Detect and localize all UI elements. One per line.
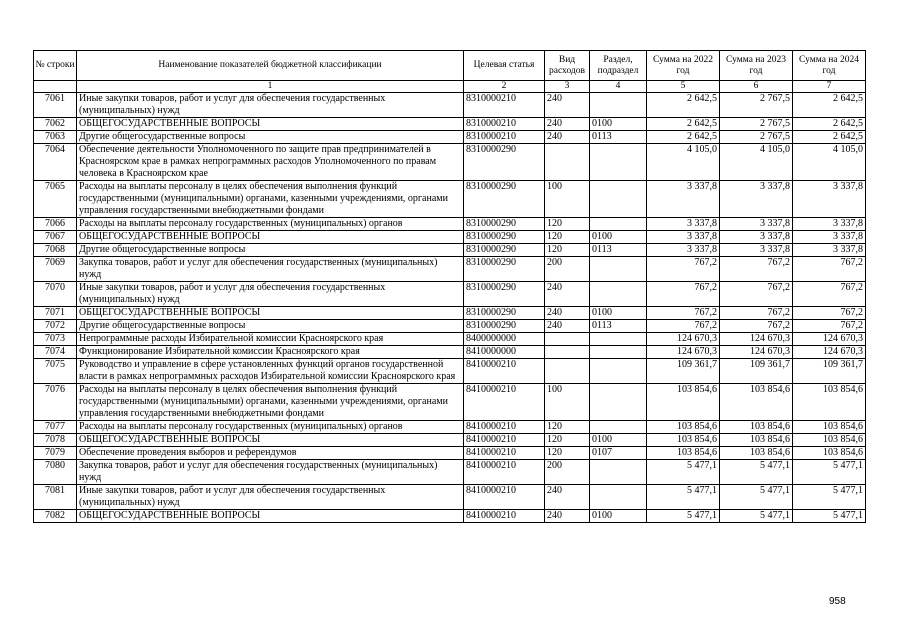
target-article: 8410000210: [464, 485, 545, 510]
indicator-name: Руководство и управление в сфере установленных функций органов государственной власти в рамках непрограммных расходов Избирательной комиссии Красноярского края: [77, 359, 464, 384]
row-number: 7081: [34, 485, 77, 510]
table-row: [34, 257, 866, 282]
row-number: 7080: [34, 460, 77, 485]
sum-2022: 103 854,6: [647, 384, 720, 421]
row-number: 7062: [34, 118, 77, 131]
sum-2024: 767,2: [793, 257, 866, 282]
indicator-name: ОБЩЕГОСУДАРСТВЕННЫЕ ВОПРОСЫ: [77, 434, 464, 447]
sum-2023: 3 337,8: [720, 244, 793, 257]
header-sum-2024: Сумма на 2024 год: [793, 51, 866, 81]
section-code: 0100: [590, 231, 647, 244]
expense-type: 240: [545, 320, 590, 333]
sum-2023: 767,2: [720, 282, 793, 307]
sum-2022: 124 670,3: [647, 346, 720, 359]
row-number: 7076: [34, 384, 77, 421]
table-row: [34, 307, 866, 320]
table-row: [34, 384, 866, 421]
target-article: 8410000210: [464, 460, 545, 485]
sum-2022: 103 854,6: [647, 447, 720, 460]
target-article: 8400000000: [464, 333, 545, 346]
sum-2022: 2 642,5: [647, 118, 720, 131]
indicator-name: Расходы на выплаты персоналу в целях обеспечения выполнения функций государственными (муниципальными) органами, казенными учреждениями, органами управления государственными внебюджетными фондами: [77, 181, 464, 218]
expense-type: 240: [545, 131, 590, 144]
indicator-name: Расходы на выплаты персоналу государственных (муниципальных) органов: [77, 218, 464, 231]
sum-2023: 5 477,1: [720, 460, 793, 485]
header-section: Раздел, подраздел: [590, 51, 647, 81]
sum-2023: 5 477,1: [720, 485, 793, 510]
sum-2022: 103 854,6: [647, 421, 720, 434]
indicator-name: Другие общегосударственные вопросы: [77, 320, 464, 333]
page-number: 958: [829, 596, 846, 607]
expense-type: [545, 359, 590, 384]
column-number: 6: [720, 81, 793, 93]
table-row: [34, 244, 866, 257]
section-code: [590, 384, 647, 421]
sum-2024: 5 477,1: [793, 485, 866, 510]
table-row: [34, 346, 866, 359]
row-number: 7075: [34, 359, 77, 384]
row-number: 7072: [34, 320, 77, 333]
column-number: 7: [793, 81, 866, 93]
section-code: 0100: [590, 118, 647, 131]
table-row: [34, 131, 866, 144]
row-number: 7069: [34, 257, 77, 282]
header-name: Наименование показателей бюджетной классификации: [77, 51, 464, 81]
header-sum-2023: Сумма на 2023 год: [720, 51, 793, 81]
expense-type: 120: [545, 218, 590, 231]
row-number: 7077: [34, 421, 77, 434]
column-number: 1: [77, 81, 464, 93]
table-row: [34, 144, 866, 181]
table-row: [34, 510, 866, 523]
column-number: 4: [590, 81, 647, 93]
sum-2022: 103 854,6: [647, 434, 720, 447]
table-row: [34, 434, 866, 447]
indicator-name: ОБЩЕГОСУДАРСТВЕННЫЕ ВОПРОСЫ: [77, 307, 464, 320]
sum-2024: 767,2: [793, 320, 866, 333]
indicator-name: ОБЩЕГОСУДАРСТВЕННЫЕ ВОПРОСЫ: [77, 231, 464, 244]
row-number: 7061: [34, 93, 77, 118]
indicator-name: Непрограммные расходы Избирательной комиссии Красноярского края: [77, 333, 464, 346]
indicator-name: ОБЩЕГОСУДАРСТВЕННЫЕ ВОПРОСЫ: [77, 510, 464, 523]
table-row: [34, 333, 866, 346]
sum-2023: 5 477,1: [720, 510, 793, 523]
indicator-name: Закупка товаров, работ и услуг для обеспечения государственных (муниципальных) нужд: [77, 257, 464, 282]
sum-2023: 103 854,6: [720, 421, 793, 434]
sum-2024: 103 854,6: [793, 447, 866, 460]
row-number: 7063: [34, 131, 77, 144]
sum-2022: 3 337,8: [647, 181, 720, 218]
section-code: [590, 282, 647, 307]
row-number: 7074: [34, 346, 77, 359]
sum-2023: 767,2: [720, 257, 793, 282]
expense-type: 240: [545, 282, 590, 307]
sum-2024: 4 105,0: [793, 144, 866, 181]
expense-type: 240: [545, 307, 590, 320]
row-number: 7079: [34, 447, 77, 460]
sum-2023: 2 767,5: [720, 131, 793, 144]
row-number: 7065: [34, 181, 77, 218]
sum-2024: 767,2: [793, 282, 866, 307]
expense-type: [545, 346, 590, 359]
sum-2024: 124 670,3: [793, 346, 866, 359]
sum-2022: 5 477,1: [647, 510, 720, 523]
indicator-name: Функционирование Избирательной комиссии Красноярского края: [77, 346, 464, 359]
sum-2024: 103 854,6: [793, 434, 866, 447]
expense-type: 120: [545, 434, 590, 447]
indicator-name: Иные закупки товаров, работ и услуг для обеспечения государственных (муниципальных) нужд: [77, 93, 464, 118]
table-header-row: [34, 51, 866, 81]
target-article: 8310000290: [464, 320, 545, 333]
sum-2024: 103 854,6: [793, 421, 866, 434]
sum-2024: 3 337,8: [793, 218, 866, 231]
expense-type: 240: [545, 118, 590, 131]
expense-type: 240: [545, 93, 590, 118]
target-article: 8410000210: [464, 434, 545, 447]
indicator-name: ОБЩЕГОСУДАРСТВЕННЫЕ ВОПРОСЫ: [77, 118, 464, 131]
row-number: 7073: [34, 333, 77, 346]
target-article: 8310000290: [464, 231, 545, 244]
row-number: 7066: [34, 218, 77, 231]
sum-2022: 2 642,5: [647, 93, 720, 118]
sum-2023: 3 337,8: [720, 231, 793, 244]
sum-2024: 767,2: [793, 307, 866, 320]
section-code: [590, 485, 647, 510]
row-number: 7067: [34, 231, 77, 244]
section-code: [590, 346, 647, 359]
sum-2022: 124 670,3: [647, 333, 720, 346]
column-number: [34, 81, 77, 93]
column-number: 5: [647, 81, 720, 93]
target-article: 8310000290: [464, 257, 545, 282]
section-code: [590, 359, 647, 384]
sum-2022: 5 477,1: [647, 485, 720, 510]
sum-2023: 767,2: [720, 320, 793, 333]
expense-type: 100: [545, 384, 590, 421]
expense-type: 200: [545, 460, 590, 485]
sum-2024: 5 477,1: [793, 510, 866, 523]
expense-type: 120: [545, 447, 590, 460]
target-article: 8310000290: [464, 244, 545, 257]
section-code: 0100: [590, 510, 647, 523]
indicator-name: Обеспечение проведения выборов и референдумов: [77, 447, 464, 460]
row-number: 7078: [34, 434, 77, 447]
table-row: [34, 359, 866, 384]
section-code: [590, 333, 647, 346]
header-type: Вид расходов: [545, 51, 590, 81]
sum-2023: 2 767,5: [720, 93, 793, 118]
target-article: 8310000210: [464, 131, 545, 144]
sum-2024: 5 477,1: [793, 460, 866, 485]
column-number-row: [34, 81, 866, 93]
table-row: [34, 181, 866, 218]
table-row: [34, 282, 866, 307]
indicator-name: Расходы на выплаты персоналу государственных (муниципальных) органов: [77, 421, 464, 434]
section-code: 0113: [590, 131, 647, 144]
header-row-no: № строки: [34, 51, 77, 81]
indicator-name: Закупка товаров, работ и услуг для обеспечения государственных (муниципальных) нужд: [77, 460, 464, 485]
sum-2022: 767,2: [647, 282, 720, 307]
sum-2023: 2 767,5: [720, 118, 793, 131]
expense-type: [545, 144, 590, 181]
row-number: 7068: [34, 244, 77, 257]
sum-2023: 103 854,6: [720, 447, 793, 460]
sum-2023: 4 105,0: [720, 144, 793, 181]
target-article: 8310000290: [464, 181, 545, 218]
sum-2023: 124 670,3: [720, 346, 793, 359]
target-article: 8410000210: [464, 447, 545, 460]
table-row: [34, 118, 866, 131]
sum-2024: 2 642,5: [793, 131, 866, 144]
row-number: 7064: [34, 144, 77, 181]
target-article: 8310000210: [464, 93, 545, 118]
expense-type: 100: [545, 181, 590, 218]
sum-2023: 3 337,8: [720, 218, 793, 231]
expense-type: 240: [545, 485, 590, 510]
table-row: [34, 485, 866, 510]
sum-2022: 767,2: [647, 320, 720, 333]
section-code: [590, 460, 647, 485]
sum-2024: 103 854,6: [793, 384, 866, 421]
sum-2024: 109 361,7: [793, 359, 866, 384]
sum-2024: 3 337,8: [793, 231, 866, 244]
table-row: [34, 421, 866, 434]
section-code: [590, 144, 647, 181]
row-number: 7070: [34, 282, 77, 307]
sum-2024: 3 337,8: [793, 244, 866, 257]
target-article: 8310000290: [464, 218, 545, 231]
expense-type: 200: [545, 257, 590, 282]
indicator-name: Обеспечение деятельности Уполномоченного по защите прав предпринимателей в Красноярском крае в рамках непрограммных расходов Уполномоченного по правам человека в Красноярском крае: [77, 144, 464, 181]
target-article: 8410000000: [464, 346, 545, 359]
header-sum-2022: Сумма на 2022 год: [647, 51, 720, 81]
section-code: [590, 218, 647, 231]
sum-2023: 109 361,7: [720, 359, 793, 384]
target-article: 8310000290: [464, 144, 545, 181]
target-article: 8410000210: [464, 359, 545, 384]
sum-2023: 124 670,3: [720, 333, 793, 346]
expense-type: 120: [545, 244, 590, 257]
sum-2022: 5 477,1: [647, 460, 720, 485]
indicator-name: Другие общегосударственные вопросы: [77, 131, 464, 144]
expense-type: 120: [545, 231, 590, 244]
indicator-name: Иные закупки товаров, работ и услуг для обеспечения государственных (муниципальных) нужд: [77, 282, 464, 307]
expense-type: 240: [545, 510, 590, 523]
column-number: 3: [545, 81, 590, 93]
sum-2022: 4 105,0: [647, 144, 720, 181]
sum-2024: 3 337,8: [793, 181, 866, 218]
target-article: 8310000290: [464, 282, 545, 307]
row-number: 7071: [34, 307, 77, 320]
section-code: [590, 257, 647, 282]
sum-2024: 2 642,5: [793, 118, 866, 131]
sum-2022: 3 337,8: [647, 218, 720, 231]
sum-2022: 109 361,7: [647, 359, 720, 384]
sum-2024: 124 670,3: [793, 333, 866, 346]
target-article: 8410000210: [464, 421, 545, 434]
section-code: 0100: [590, 307, 647, 320]
table-row: [34, 460, 866, 485]
target-article: 8410000210: [464, 384, 545, 421]
sum-2024: 2 642,5: [793, 93, 866, 118]
section-code: 0113: [590, 320, 647, 333]
indicator-name: Расходы на выплаты персоналу в целях обеспечения выполнения функций государственными (муниципальными) органами, казенными учреждениями, органами управления государственными внебюджетными фондами: [77, 384, 464, 421]
target-article: 8410000210: [464, 510, 545, 523]
target-article: 8310000210: [464, 118, 545, 131]
section-code: 0113: [590, 244, 647, 257]
indicator-name: Другие общегосударственные вопросы: [77, 244, 464, 257]
section-code: [590, 421, 647, 434]
section-code: 0100: [590, 434, 647, 447]
table-body: [34, 93, 866, 523]
sum-2022: 3 337,8: [647, 244, 720, 257]
column-number: 2: [464, 81, 545, 93]
section-code: [590, 181, 647, 218]
sum-2022: 767,2: [647, 257, 720, 282]
target-article: 8310000290: [464, 307, 545, 320]
row-number: 7082: [34, 510, 77, 523]
sum-2023: 3 337,8: [720, 181, 793, 218]
budget-table: [33, 50, 866, 523]
header-target: Целевая статья: [464, 51, 545, 81]
sum-2023: 103 854,6: [720, 434, 793, 447]
expense-type: 120: [545, 421, 590, 434]
sum-2023: 103 854,6: [720, 384, 793, 421]
table-row: [34, 447, 866, 460]
sum-2022: 767,2: [647, 307, 720, 320]
table-row: [34, 320, 866, 333]
sum-2022: 3 337,8: [647, 231, 720, 244]
table-row: [34, 218, 866, 231]
indicator-name: Иные закупки товаров, работ и услуг для обеспечения государственных (муниципальных) нужд: [77, 485, 464, 510]
table-row: [34, 231, 866, 244]
table-row: [34, 93, 866, 118]
sum-2023: 767,2: [720, 307, 793, 320]
sum-2022: 2 642,5: [647, 131, 720, 144]
expense-type: [545, 333, 590, 346]
section-code: 0107: [590, 447, 647, 460]
section-code: [590, 93, 647, 118]
